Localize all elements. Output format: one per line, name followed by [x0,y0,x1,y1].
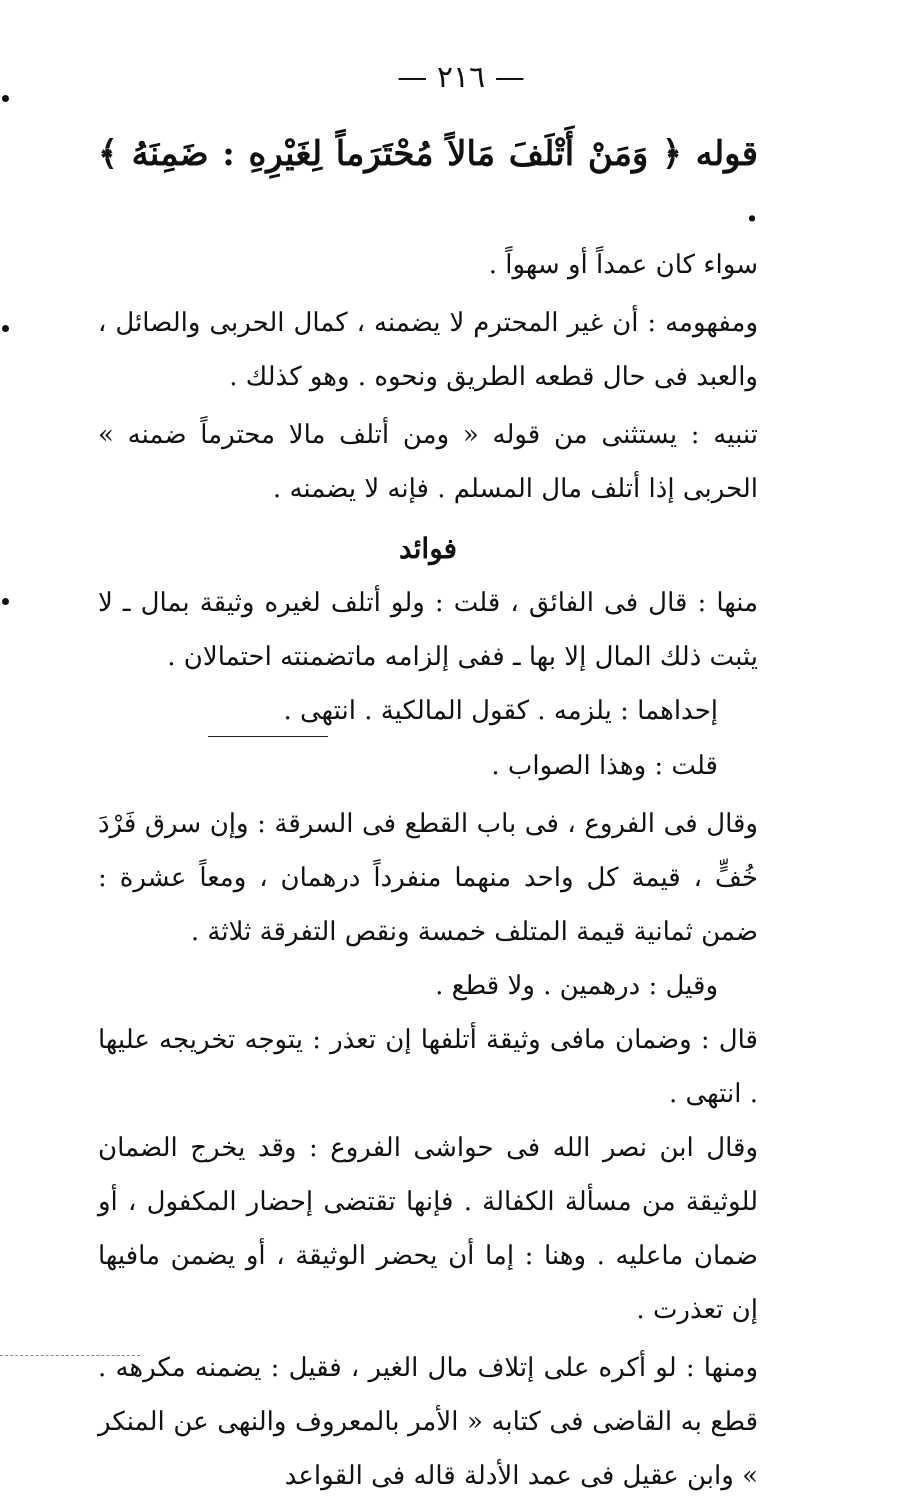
margin-mark [2,598,9,605]
fawaid-1: منها : قال فى الفائق ، قلت : ولو أتلف لغيره وثيقة بمال ـ لا يثبت ذلك المال إلا بها ـ ففى إلزامه ماتضمنته احتمالان . [98,588,758,672]
paragraph-2: ومفهومه : أن غير المحترم لا يضمنه ، كمال الحربى والصائل ، والعبد فى حال قطعه الطريق ونحوه . وهو كذلك . [98,308,758,392]
fawaid-5: وقيل : درهمين . ولا قطع . [435,971,718,1001]
fawaid-6: قال : وضمان مافى وثيقة أتلفها إن تعذر : يتوجه تخريجه عليها . انتهى . [98,1025,758,1109]
fawaid-7: وقال ابن نصر الله فى حواشى الفروع : وقد يخرج الضمان للوثيقة من مسألة الكفالة . فإنها تقتضى إحضار المكفول ، أو ضمان ماعليه . وهنا : إما أن يحضر الوثيقة ، أو يضمن مافيها إن تعذرت . [98,1133,758,1325]
margin-mark [2,95,9,102]
bottom-edge-mark [0,1355,140,1356]
paragraph-tanbih: تنبيه : يستثنى من قوله « ومن أتلف مالا محترماً ضمنه » الحربى إذا أتلف مال المسلم . فإنه لا يضمنه . [98,420,758,504]
fawaid-4: وقال فى الفروع ، فى باب القطع فى السرقة : وإن سرق فَرْدَ خُفٍّ ، قيمة كل واحد منهما منفرداً درهمان ، ومعاً عشرة : ضمن ثمانية قيمة المتلف خمسة ونقص التفرقة ثلاثة . [98,809,758,947]
section-title-fawaid: فوائد [398,532,458,565]
fawaid-2: إحداهما : يلزمه . كقول المالكية . انتهى . [283,696,718,726]
margin-mark [2,325,9,332]
quoted-text-heading: قوله ﴿ وَمَنْ أَتْلَفَ مَالاً مُحْتَرَماً لِغَيْرِهِ : ضَمِنَهُ ﴾ . [98,134,758,230]
page-number: — ٢١٦ — [397,60,525,95]
paragraph-1: سواء كان عمداً أو سهواً . [488,250,758,280]
main-text [98,126,758,1503]
fawaid-3: قلت : وهذا الصواب . [491,751,718,781]
fawaid-8: ومنها : لو أكره على إتلاف مال الغير ، فقيل : يضمنه مكرهه . قطع به القاضى فى كتابه « الأمر بالمعروف والنهى عن المنكر » وابن عقيل فى عمد الأدلة قاله فى القواعد [98,1353,758,1491]
